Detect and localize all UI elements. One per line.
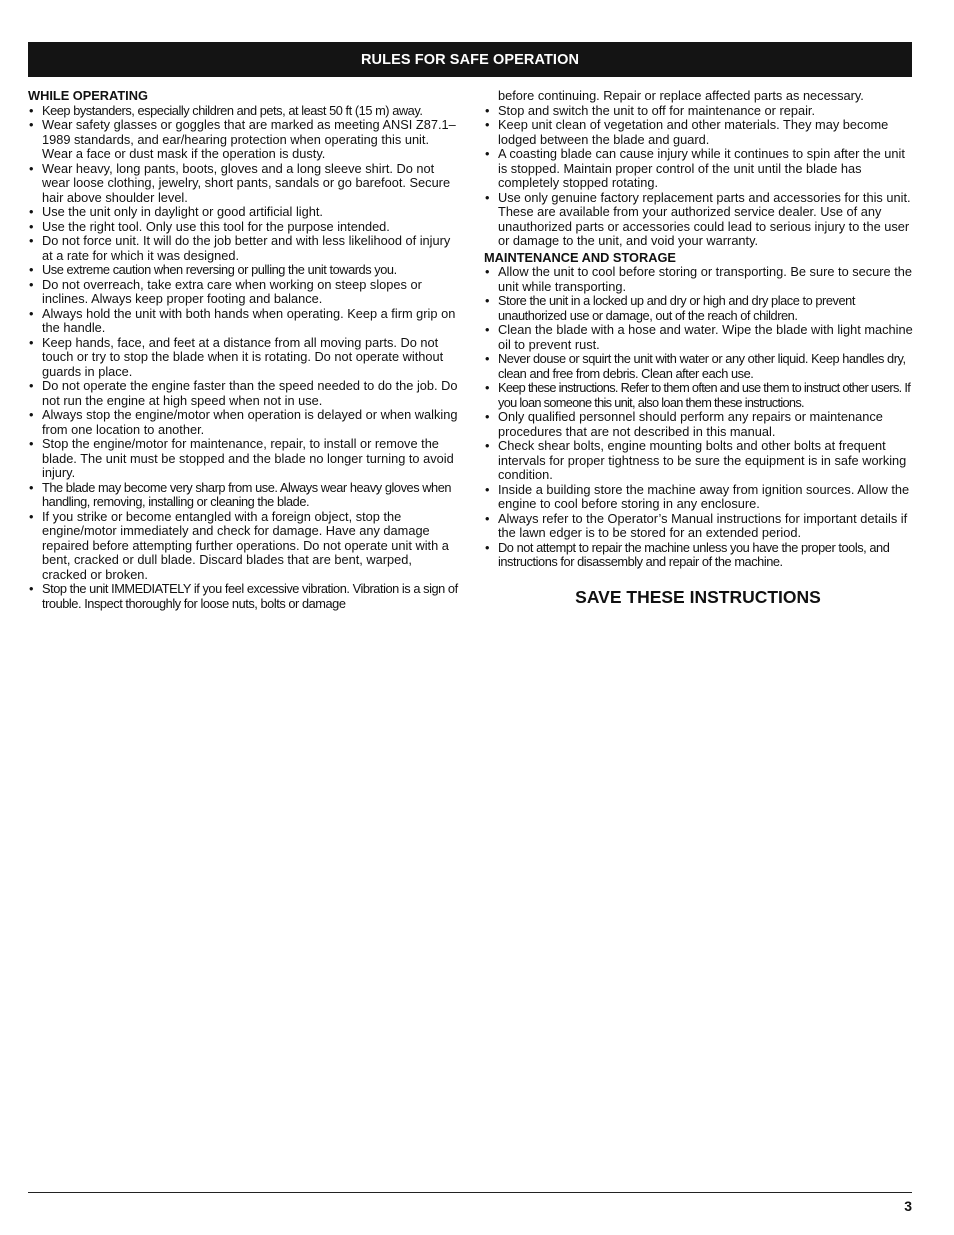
list-item: • Inside a building store the machine away from ignition sources. Allow the engine to cool before storing in any enclosure. — [485, 481, 910, 511]
page-number: 3 — [904, 1198, 912, 1214]
maintenance-storage-heading: MAINTENANCE AND STORAGE — [484, 249, 676, 265]
section-banner — [28, 42, 912, 77]
list-item: • Keep hands, face, and feet at a distance from all moving parts. Do not touch or try to stop the blade when it is rotating. Do not operate without guards in place. — [29, 334, 444, 379]
list-item: • Never douse or squirt the unit with water or any other liquid. Keep handles dry, clean and free from debris. Clean after each use. — [485, 351, 906, 381]
list-item: • Check shear bolts, engine mounting bolts and other bolts at frequent intervals for proper tightness to be sure the equipment is in safe working condition. — [485, 438, 907, 482]
while-operating-list — [28, 104, 458, 612]
operating-continued-list — [484, 104, 914, 249]
list-item: • A coasting blade can cause injury while it continues to spin after the unit is stopped. Maintain proper control of the unit until the blade has completely stopped rotating. — [485, 146, 905, 190]
list-item: • The blade may become very sharp from use. Always wear heavy gloves when handling, removing, installing or cleaning the blade. — [29, 479, 452, 509]
left-column — [28, 89, 458, 611]
save-instructions-heading: SAVE THESE INSTRUCTIONS — [575, 587, 821, 607]
list-item: • Use the unit only in daylight or good artificial light. — [29, 204, 323, 219]
list-item: • Stop and switch the unit to off for maintenance or repair. — [485, 102, 816, 118]
list-item: • Always hold the unit with both hands when operating. Keep a firm grip on the handle. — [29, 305, 456, 335]
list-item: • Store the unit in a locked up and dry or high and dry place to prevent unauthorized use or damage, out of the reach of children. — [485, 293, 855, 323]
list-item: • Always stop the engine/motor when operation is delayed or when walking from one location to another. — [29, 407, 458, 437]
list-item: • Clean the blade with a hose and water. Wipe the blade with light machine oil to prevent rust. — [485, 322, 913, 352]
list-item: • Only qualified personnel should perform any repairs or maintenance procedures that are not described in this manual. — [485, 409, 883, 439]
right-column — [484, 89, 914, 570]
list-item: • If you strike or become entangled with a foreign object, stop the engine/motor immediately and check for damage. Have any damage repaired before attempting further operations. Do not operate unit with a bent, cracked or dull blade. Discard blades that are bent, warped, cracked or broken. — [29, 508, 449, 582]
footer-divider — [28, 1192, 912, 1193]
maintenance-storage-list — [484, 265, 914, 570]
list-item: • Use extreme caution when reversing or pulling the unit towards you. — [29, 262, 397, 277]
list-item: • Always refer to the Operator’s Manual instructions for important details if the lawn edger is to be stored for an extended period. — [485, 510, 908, 540]
list-item: • Keep these instructions. Refer to them often and use them to instruct other users. If you loan someone this unit, also loan them these instructions. — [485, 380, 911, 410]
list-item: • Allow the unit to cool before storing or transporting. Be sure to secure the unit while transporting. — [485, 264, 912, 294]
list-item: • Keep unit clean of vegetation and other materials. They may become lodged between the blade and guard. — [485, 117, 889, 147]
list-item: • Stop the unit IMMEDIATELY if you feel excessive vibration. Vibration is a sign of trouble. Inspect thoroughly for loose nuts, bolts or damage — [29, 581, 458, 611]
list-item: • Do not attempt to repair the machine unless you have the proper tools, and instructions for disassembly and repair of the machine. — [485, 539, 890, 569]
list-item: • Wear heavy, long pants, boots, gloves and a long sleeve shirt. Do not wear loose clothing, jewelry, short pants, sandals or go barefoot. Secure hair above shoulder level. — [29, 160, 451, 205]
list-item: • Wear safety glasses or goggles that are marked as meeting ANSI Z87.1–1989 standards, and ear/hearing protection when operating this unit. Wear a face or dust mask if the operation is dusty. — [29, 117, 456, 161]
banner-title: RULES FOR SAFE OPERATION — [360, 51, 580, 68]
while-operating-heading: WHILE OPERATING — [28, 88, 148, 103]
list-item: • Use only genuine factory replacement parts and accessories for this unit. These are available from your authorized service dealer. Use of any unauthorized parts or accessories could lead to serious injury to the user or damage to the unit, and void your warranty. — [485, 189, 911, 248]
list-item: • Stop the engine/motor for maintenance, repair, to install or remove the blade. The unit must be stopped and the blade no longer turning to avoid injury. — [29, 436, 454, 480]
list-item: • Do not overreach, take extra care when working on steep slopes or inclines. Always keep proper footing and balance. — [29, 276, 422, 306]
continued-text: before continuing. Repair or replace affected parts as necessary. — [498, 88, 864, 103]
list-item: • Use the right tool. Only use this tool for the purpose intended. — [29, 218, 390, 234]
list-item: • Do not operate the engine faster than the speed needed to do the job. Do not run the engine at high speed when not in use. — [29, 378, 458, 408]
list-item: • Keep bystanders, especially children and pets, at least 50 ft (15 m) away. — [29, 102, 423, 118]
list-item: • Do not force unit. It will do the job better and with less likelihood of injury at a rate for which it was designed. — [29, 233, 451, 263]
